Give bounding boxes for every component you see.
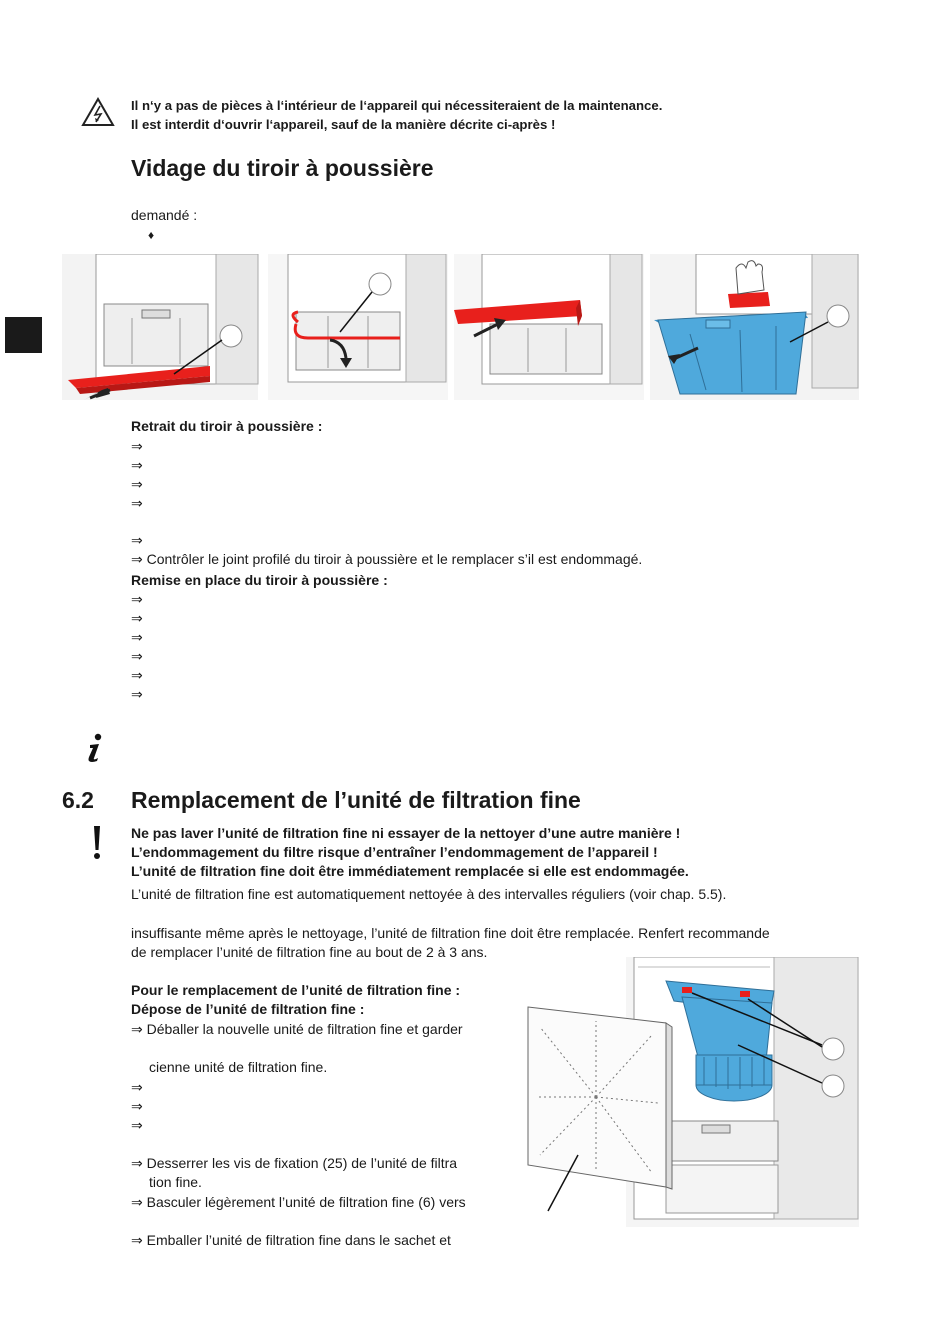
figure-step-4 [650, 254, 859, 400]
diamond-bullet: ♦ [148, 228, 155, 242]
step-arrow-removal-1: ⇒ [131, 438, 143, 454]
step-arrow-depose-2: ⇒ [131, 1079, 143, 1095]
dust-drawer-figures [62, 254, 859, 400]
step-loosen-text: Desserrer les vis de fixation (25) de l’unité de filtra [146, 1155, 458, 1171]
check-joint-text: Contrôler le joint profilé du tiroir à poussière et le remplacer s’il est endommagé. [146, 551, 643, 567]
chapter-side-tab [5, 317, 42, 353]
section-number: 6.2 [62, 787, 94, 813]
section-title-dust-drawer: Vidage du tiroir à poussière [131, 155, 434, 181]
step-arrow-removal-3: ⇒ [131, 476, 143, 492]
step-arrow-depose-4: ⇒ [131, 1117, 143, 1133]
step-arrow-reinsert-6: ⇒ [131, 686, 143, 702]
filter-paragraph-2a: insuffisante même après le nettoyage, l’unité de filtration fine doit être remplacée. Renfert recommande [131, 925, 770, 941]
section-title-filter: Remplacement de l’unité de filtration fine [131, 787, 581, 813]
check-joint-step [131, 550, 642, 569]
step-pack-text: Emballer l’unité de filtration fine dans le sachet et [146, 1232, 451, 1248]
step-arrow-removal-4: ⇒ [131, 495, 143, 511]
info-icon [84, 733, 106, 763]
step-arrow-unpack: ⇒ [131, 1021, 143, 1037]
step-arrow-pack: ⇒ [131, 1232, 143, 1248]
step-arrow-reinsert-5: ⇒ [131, 667, 143, 683]
step-arrow-loosen: ⇒ [131, 1155, 143, 1171]
step-arrow-reinsert-4: ⇒ [131, 648, 143, 664]
removal-heading: Retrait du tiroir à poussière : [131, 418, 323, 434]
step-tilt [131, 1193, 466, 1212]
warning-notice [131, 96, 662, 134]
step-tilt-text: Basculer légèrement l’unité de filtration fine (6) vers [146, 1194, 466, 1210]
exclamation-icon [91, 826, 103, 860]
step-arrow-reinsert-1: ⇒ [131, 591, 143, 607]
step-unpack [131, 1020, 463, 1039]
depose-heading: Dépose de l’unité de filtration fine : [131, 1001, 365, 1017]
figure-step-2 [268, 254, 448, 400]
figure-step-1 [62, 254, 258, 400]
intro-text: demandé : [131, 207, 198, 223]
step-unpack-cont: cienne unité de filtration fine. [149, 1059, 328, 1075]
filter-paragraph-1: L’unité de filtration fine est automatiquement nettoyée à des intervalles réguliers (voir chap. 5.5). [131, 886, 727, 902]
filter-warning-3: L’unité de filtration fine doit être immédiatement remplacée si elle est endommagée. [131, 863, 689, 879]
electric-warning-icon [81, 97, 115, 127]
replace-heading: Pour le remplacement de l’unité de filtration fine : [131, 982, 461, 998]
step-arrow-removal-6: ⇒ [131, 551, 143, 567]
step-arrow-reinsert-3: ⇒ [131, 629, 143, 645]
step-arrow-reinsert-2: ⇒ [131, 610, 143, 626]
reinsert-heading: Remise en place du tiroir à poussière : [131, 572, 388, 588]
step-pack [131, 1231, 451, 1250]
filter-unit-figure [526, 957, 859, 1227]
step-arrow-removal-5: ⇒ [131, 532, 143, 548]
filter-warning-2: L’endommagement du filtre risque d’entraîner l’endommagement de l’appareil ! [131, 844, 658, 860]
filter-paragraph-2b: de remplacer l’unité de filtration fine au bout de 2 à 3 ans. [131, 944, 488, 960]
step-unpack-text: Déballer la nouvelle unité de filtration fine et garder [146, 1021, 463, 1037]
step-loosen [131, 1154, 457, 1173]
step-arrow-tilt: ⇒ [131, 1194, 143, 1210]
warning-line-2: Il est interdit d‘ouvrir l‘appareil, sauf de la manière décrite ci-après ! [131, 117, 556, 132]
step-arrow-depose-3: ⇒ [131, 1098, 143, 1114]
step-arrow-removal-2: ⇒ [131, 457, 143, 473]
filter-warning-1: Ne pas laver l’unité de filtration fine ni essayer de la nettoyer d’une autre manière ! [131, 825, 681, 841]
figure-step-3 [454, 254, 644, 400]
step-loosen-cont: tion fine. [149, 1174, 202, 1190]
warning-line-1: Il n‘y a pas de pièces à l‘intérieur de l‘appareil qui nécessiteraient de la maintenance. [131, 98, 663, 113]
